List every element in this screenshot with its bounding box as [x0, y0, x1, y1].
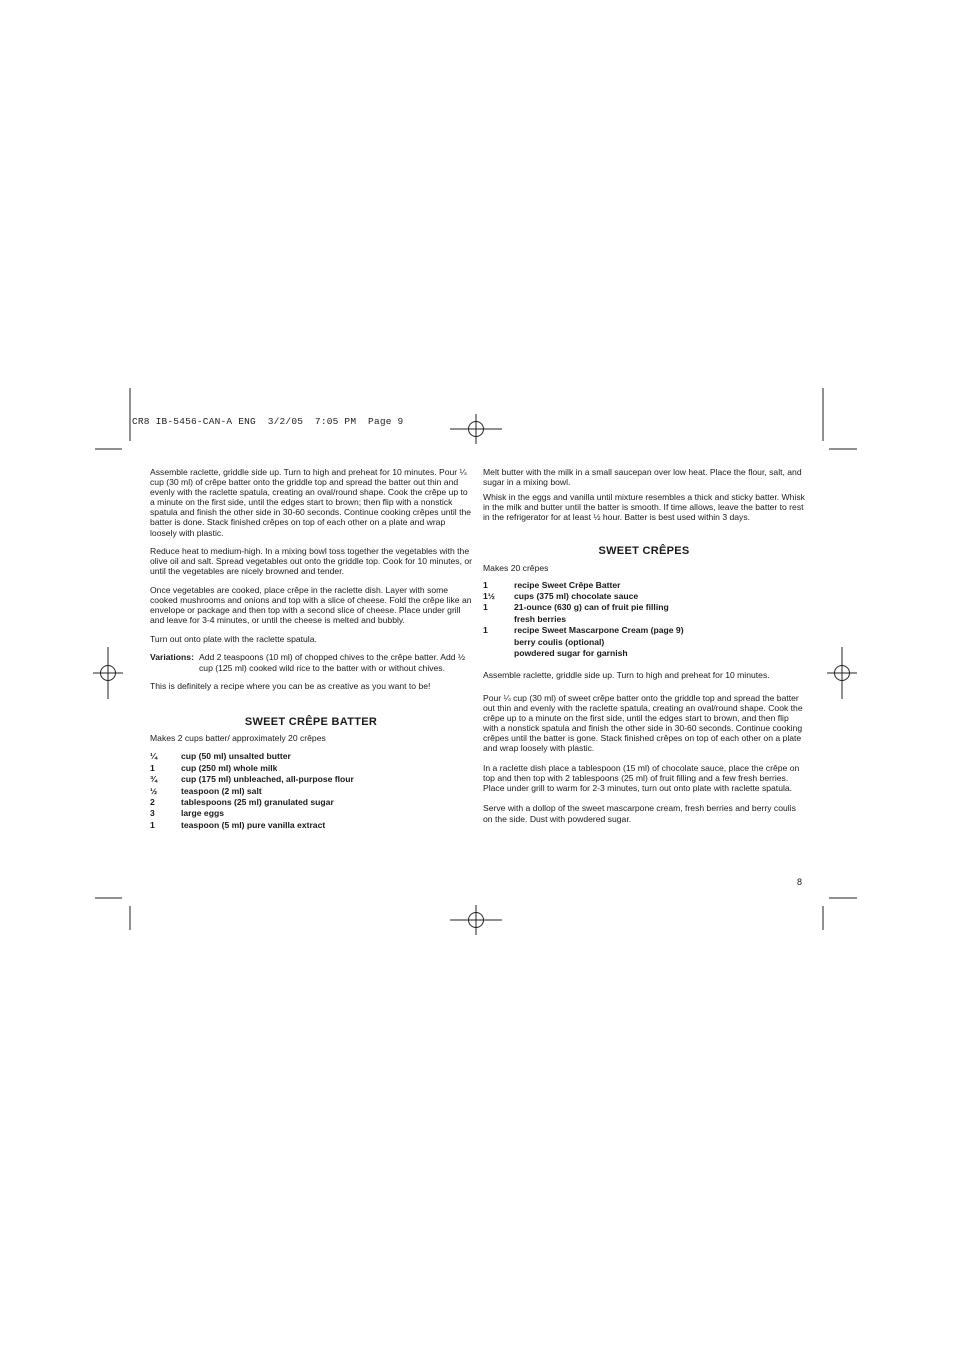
ingredient-item: cup (175 ml) unbleached, all-purpose flour — [181, 774, 354, 785]
ingredient-qty: 1½ — [483, 591, 495, 602]
creative-note: This is definitely a recipe where you can be as creative as you want to be! — [150, 681, 431, 692]
registration-mark-top — [446, 401, 506, 461]
ingredient-item: tablespoons (25 ml) granulated sugar — [181, 797, 334, 807]
registration-mark-left — [79, 643, 139, 703]
ingredient-item: 21-ounce (630 g) can of fruit pie filling — [514, 602, 669, 613]
ingredient-row — [150, 808, 472, 819]
ingredient-row — [150, 751, 472, 762]
ingredient-row — [483, 637, 805, 648]
left-column — [150, 467, 472, 841]
page-number: 8 — [797, 877, 803, 887]
ingredient-item: cup (250 ml) whole milk — [181, 762, 278, 773]
preheat-paragraph: Assemble raclette, griddle side up. Turn to high and preheat for 10 minutes. — [483, 669, 770, 680]
variations-note — [150, 652, 472, 672]
ingredient-row — [483, 614, 805, 625]
ingredient-qty — [483, 637, 514, 648]
ingredient-qty: 1 — [150, 819, 155, 830]
cooking-paragraph: Pour ¼ cup (30 ml) of sweet crêpe batter onto the griddle top and spread the batter out thin and evenly with the raclette spatula, creating an oval/round shape. Cook the crêpe up to a minute on the first side, until the edges start to brown, and then flip with a nonstick spatula and finish the other side in 30-60 seconds. Continue cooking crêpes until the batter is gone. Stack finished crêpes on top of each other on a plate and wrap loosely with plastic. — [483, 692, 803, 754]
crepes-ingredient-list — [483, 580, 805, 660]
ingredient-row — [150, 786, 472, 797]
ingredient-qty: 1 — [483, 625, 488, 636]
ingredient-qty: ½ — [150, 785, 158, 796]
ingredient-row — [483, 580, 805, 591]
ingredient-item: cup (50 ml) unsalted butter — [181, 751, 291, 762]
ingredient-row — [150, 763, 472, 774]
ingredient-item: berry coulis (optional) — [514, 636, 605, 647]
ingredient-item: recipe Sweet Mascarpone Cream (page 9) — [514, 625, 684, 636]
vegetables-paragraph: Reduce heat to medium-high. In a mixing bowl toss together the vegetables with the olive oil and salt. Spread vegetables out onto the griddle top. Cook for 10 minutes, or until the vegetables are nicely browned and tender. — [150, 546, 472, 577]
ingredient-qty: ¼ — [150, 751, 158, 762]
batter-ingredient-list — [150, 751, 472, 831]
ingredient-qty: 2 — [150, 797, 155, 807]
ingredient-item: teaspoon (5 ml) pure vanilla extract — [181, 819, 326, 830]
ingredient-qty: 1 — [150, 762, 155, 773]
instructions-paragraph: Assemble raclette, griddle side up. Turn to high and preheat for 10 minutes. Pour ¼ cup (30 ml) of crêpe batter onto the griddle top and spread the batter out thin and evenly with the raclette spatula, creating an oval/round shape. Cook the crêpe up to a minute on the first side, until the edges start to brown; then flip with a nonstick spatula and finish the other side in 30-60 seconds. Continue cooking crêpes until the batter is done. Stack finished crêpes on top of each other on a plate and wrap loosely with plastic. — [150, 467, 472, 538]
ingredient-row — [483, 648, 805, 659]
right-column — [483, 467, 805, 832]
batter-method-paragraph: Melt butter with the milk in a small saucepan over low heat. Place the flour, salt, and sugar in a mixing bowl. — [483, 467, 802, 488]
variations-label: Variations: — [150, 652, 194, 663]
crepes-yield: Makes 20 crêpes — [483, 562, 549, 573]
variations-text: Add 2 teaspoons (10 ml) of chopped chives to the crêpe batter. Add ½ cup (125 ml) cooked wild rice to the batter with or without chives. — [199, 652, 466, 673]
serve-paragraph: Turn out onto plate with the raclette spatula. — [150, 633, 317, 644]
ingredient-row — [483, 602, 805, 613]
ingredient-qty: ¾ — [150, 774, 158, 785]
ingredient-qty — [483, 614, 514, 625]
ingredient-row — [483, 591, 805, 602]
ingredient-qty: 1 — [483, 602, 488, 613]
sweet-crepes-heading: SWEET CRÊPES — [598, 545, 690, 558]
ingredient-row — [150, 774, 472, 785]
ingredient-qty: 1 — [483, 579, 488, 590]
registration-mark-right — [812, 643, 872, 703]
print-slug: CR8 IB-5456-CAN-A ENG 3/2/05 7:05 PM Page 9 — [132, 416, 404, 427]
ingredient-row — [150, 820, 472, 831]
ingredient-qty: 3 — [150, 808, 155, 819]
filling-paragraph: In a raclette dish place a tablespoon (15 ml) of chocolate sauce, place the crêpe on top and then top with 2 tablespoons (25 ml) of fruit filling and a few fresh berries. Place under grill to warm for 2-3 minutes, turn out onto plate with raclette spatula. — [483, 763, 800, 794]
ingredient-item: powdered sugar for garnish — [514, 648, 628, 659]
ingredient-item: teaspoon (2 ml) salt — [181, 785, 262, 796]
serving-paragraph: Serve with a dollop of the sweet mascarpone cream, fresh berries and berry coulis on the side. Dust with powdered sugar. — [483, 803, 796, 824]
ingredient-item: fresh berries — [514, 613, 567, 624]
ingredient-row — [483, 625, 805, 636]
batter-whisk-paragraph: Whisk in the eggs and vanilla until mixture resembles a thick and sticky batter. Whisk in the milk and butter until the batter is smooth. If time allows, leave the batter to rest in the refrigerator for at least ½ hour. Batter is best used within 3 days. — [483, 492, 805, 523]
ingredient-item: cups (375 ml) chocolate sauce — [514, 591, 639, 602]
registration-mark-bottom — [446, 890, 506, 950]
ingredient-qty — [483, 648, 514, 659]
batter-yield: Makes 2 cups batter/ approximately 20 crêpes — [150, 733, 326, 744]
ingredient-item: large eggs — [181, 808, 224, 819]
sweet-crepe-batter-heading: SWEET CRÊPE BATTER — [244, 716, 378, 729]
ingredient-item: recipe Sweet Crêpe Batter — [514, 579, 621, 590]
assembly-paragraph: Once vegetables are cooked, place crêpe in the raclette dish. Layer with some cooked mushrooms and onions and top with a slice of cheese. Fold the crêpe like an envelope or package and then top with a second slice of cheese. Place under grill and leave for 3-4 minutes, or until the cheese is melted and bubbly. — [150, 584, 472, 626]
ingredient-row — [150, 797, 472, 808]
